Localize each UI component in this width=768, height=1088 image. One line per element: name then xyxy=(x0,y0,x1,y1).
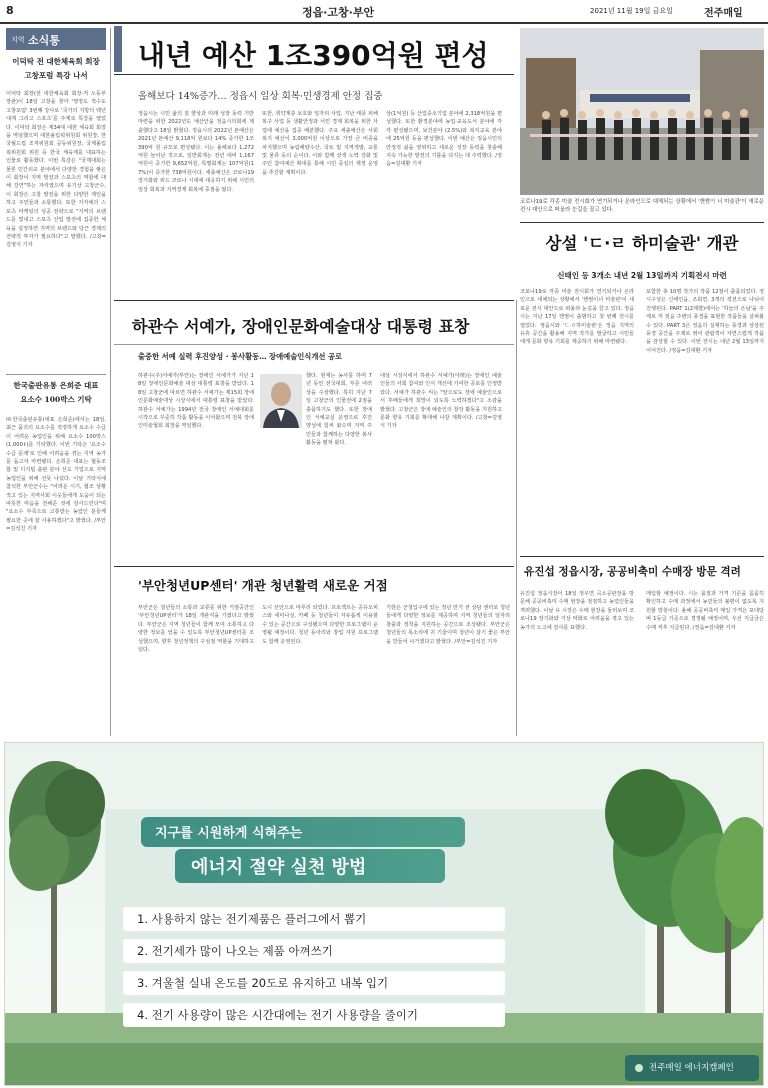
main-col1: 정읍시는 시민 삶의 질 향상과 미래 성장 동력 기반 마련을 위한 2022년도 예산안을 정읍시의회에 제출했다고 18일 밝혔다. 정읍시의 2022년 본예산은 2021년 본예산 9,118억 원보다 14% 증가한 1조 390억 원 규모로 편성됐다. 이는 올해보다 1,272억원 늘어난 것으로, 일반회계는 전년 대비 1,167억원이 증가한 9,652억원, 특별회계는 107억원(17%)이 증가한 738억원이다. 세출예산은 코로나19 장기화와 위드 코로나 시대에 대응하기 위해 시민의 일상 회복과 지역경제 회복에 중점을 뒀다. xyxy=(138,111,254,193)
main-col3: 상(1억원) 등 산업중소기업 분야에 2,318억원을 편성했다. 또한 환경분야에 농업·교육도서 분야에 각각 편성됐으며, 보건분야 (2.5%)와 복지교육 분야에 25억원 등을 편성했다. 이번 예산은 정읍시민의 안정적 삶을 영위하고 새로운 성장 동력을 창출해 지속 가능한 발전의 기틀을 다지는 데 주력했다. /정읍=김대환 기자 xyxy=(386,111,502,168)
gallery-headline: 상설 'ㄷ·ㄹ 하미술관' 개관 xyxy=(545,234,739,253)
main-headline: 내년 예산 1조390억원 편성 xyxy=(138,39,489,72)
main-subhead: 올해보다 14%증가… 정읍시 일상 회복·민생경제 안정 집중 xyxy=(138,91,383,102)
banner-label-small: 지역 xyxy=(11,36,25,44)
rice-headline: 유진섭 정읍시장, 공공비축미 수매장 방문 격려 xyxy=(524,566,741,578)
calligrapher-subhead: 출중한 서예 실력 후진양성 · 봉사활동… 장애예술인식개선 공로 xyxy=(138,352,343,361)
photo-caption: 코로나19로 각종 미술 전시회가 연기되거나 온라인으로 대체되는 상황에서 '핸썸이 너 미술관'이 새로운 전시 대안으로 떠올라 눈길을 끌고 있다. xyxy=(520,199,764,214)
headline-bar xyxy=(114,26,122,72)
issue-date: 2021년 11월 19일 금요일 xyxy=(590,7,673,15)
section-title: 정읍·고창·부안 xyxy=(302,6,375,19)
headline-rule xyxy=(114,74,514,75)
calligrapher-headline: 하관수 서예가, 장애인문화예술대상 대통령 표창 xyxy=(132,317,470,336)
rice-col1: 유진섭 정읍시장이 18일 정우면 곡소공판장을 방문해 공공비축미 수매 현장을 점검하고 농업인들을 격려했다. 이날 유 시장은 수매 현장을 둘러보며 코로나19 장기화와 기상 악화로 어려움을 겪고 있는 농가의 노고에 감사를 표했다. xyxy=(520,591,634,631)
gallery-subhead: 신태인 등 3개소 내년 2월 13일까지 기획전시 마련 xyxy=(557,271,727,280)
sidebar-banner xyxy=(6,28,106,50)
portrait-photo xyxy=(260,374,302,428)
sidebar xyxy=(6,28,106,736)
page-header xyxy=(0,0,768,24)
calligrapher-article xyxy=(114,300,514,562)
ceremony-photo xyxy=(520,28,764,195)
item1-body: 이덕탁 회장(전 대한체육회 회장·저 노동부 장관)이 18일 고창을 찾아 '행정도 적수도 고창포럼' 3번째 강사로 '국가의 지방의 백년대계 그리고 스포츠'를 주제로 특강을 열었다. 이덕탁 회장은 제34대 대한 체육회 회장을 역임했으며 대한올림픽위원회 위원장, 한국월드컵 조직위원회 공동위원장, 국제올림픽위원회 위원 등 한국 체육계를 대표하는 인물로 활동했다. 이번 특강은 "국제대회는 물론 민간외교 분야에서 다양한 경험을 쌓은 이 회장이 지역 발전과 스포츠의 역할에 대해 강연"하는 자리였으며 유기상 고창군수, 이 회장은 고창 발전을 위한 다양한 제언을 하고 주민들과 소통했다. 또한 지자체의 스포츠 마케팅의 성공 전략으로 "지역의 브랜드를 빛내고 스포츠 산업 발전에 집중한 체육을 설정하면 지역의 브랜드와 당근 경제의 전략적 투자가 필요하다"고 말했다. /고창=김영식 기자 xyxy=(6,91,106,249)
calligrapher-col2: 했다. 현재는 농사를 하며 7년 동안 전국대회, 부문 여러 상을 수상했다. 특히 지난 7일 고창군의 인물전에 2점을 출품하기도 했다. 또한 장애인 서예교실 운영으로 후진 양성에 힘써 왔으며 지역 주민들과 함께하는 다양한 봉사활동을 펼쳐 왔다. xyxy=(306,373,372,447)
subhead-rule xyxy=(114,344,514,345)
youth-col3: 기한은 군청입구에 있는 정년 만기 전 상담 센터로 청년들에게 다양한 정보를 제공하며 지역 청년들의 일자리 창출과 정착을 지원하는 공간으로 조성됐다. 부안군은 청년들의 목소리에 귀 기울이며 청년이 살기 좋은 부안을 만들어 나가겠다고 밝혔다. /부안=김석진 기자 xyxy=(386,605,510,645)
ad-item-1: 1. 사용하지 않는 전기제품은 플러그에서 뽑기 xyxy=(123,907,505,931)
sidebar-divider xyxy=(6,374,106,375)
youth-col1: 부안군은 청년들의 소통과 교류를 위한 거점공간인 '부안청년UP센터'가 18일 개관식을 가졌다고 밝혔다. 부안군은 지역 청년들이 함께 모여 소통하고 다양한 정보를 얻을 수 있도록 부안청년UP센터를 조성했으며, 향후 청년정책의 구심점 역할을 기대하고 있다. xyxy=(138,605,254,654)
item2-title: 한국출판유통 은희준 대표 xyxy=(13,381,99,390)
item1-subtitle: 고창포럼 특강 나서 xyxy=(24,71,88,80)
page-number: 8 xyxy=(6,4,14,17)
ad-item-2: 2. 전기세가 많이 나오는 제품 아껴쓰기 xyxy=(123,939,505,963)
main-article xyxy=(114,26,514,296)
ad-footer: 전주매일 에너지캠페인 xyxy=(649,1063,734,1073)
gallery-article xyxy=(520,222,764,552)
youth-headline: '부안청년UP센터' 개관 청년활력 새로운 거점 xyxy=(138,578,388,593)
calligrapher-col3: 대상 시상식에서 하관수 서예가(아래)는 장애인 예술인들의 사회 참여와 인식 개선에 기여한 공로를 인정받았다. 서예가 하관수 씨는 "앞으로도 장애 예술인으로서 후배들에게 희망이 되도록 노력하겠다"고 소감을 밝혔다. 고창군은 장애 예술인의 창작 활동을 지원하고 문화 향유 기회를 확대해 나갈 계획이다. /고창=김영식 기자 xyxy=(380,373,502,430)
article-rule xyxy=(114,566,514,567)
article-rule xyxy=(520,556,764,557)
item2-subtitle: 요소수 100박스 기탁 xyxy=(20,395,92,404)
gallery-col2: 포함한 총 10명 작가의 작품 12점이 출품되었다. 정시구성은 신태인읍, 조회면, 3개의 섹션으로 나뉘어 진행된다. PART 1(2제향)에서는 '하늘의 은남'을 주제로 저 정읍 주변의 풍경을 표현한 작품들을 살펴볼 수 있다. PART 3은 정읍의 실재하는 풍경과 상상된 풍경 공간을 주제로 엮어 관람객이 자연스럽게 작품을 감상할 수 있다. 이번 전시는 내년 2월 13일까지 이어진다. /정읍=김대환 기자 xyxy=(646,289,764,354)
rice-col2: 매입할 예정이다. 시는 품질과 가격 기준을 꼼꼼히 확인하고 수매 과정에서 농민들의 불편이 없도록 지원할 방침이다. 올해 공공비축미 매입 가격은 포대당 벼 1등급 기준으로 결정될 예정이며, 우선 지급금은 수매 직후 지급된다. /정읍=김대환 기자 xyxy=(646,591,764,631)
article-rule xyxy=(520,222,764,223)
gallery-col1: 코로나19로 각종 미술 전시회가 연기되거나 온라인으로 대체되는 상황에서 '핸썸이너 미술관'이 새로운 전시 대안으로 떠올라 눈길을 끌고 있다. 정읍시는 지난 17일 핸썸이 출범하고 첫 번째 전시를 열었다. 정읍시와 'ㄷ·ㄹ하미술관'은 정읍 지역의 유휴 공간을 활용해 지역 작가를 발굴하고 시민들에게 문화 향유 기회를 제공하기 위해 마련됐다. xyxy=(520,289,634,346)
article-rule xyxy=(114,300,514,301)
rice-purchase-article xyxy=(520,556,764,736)
item1-title: 이덕탁 전 대한체육회 회장 xyxy=(12,57,100,66)
ad-title-large: 에너지 절약 실천 방법 xyxy=(191,857,367,878)
item2-body: ㈜한국출판유통(대표 은희준)에서는 18일, 최근 품귀의 요소수를 적정하게 요소수 수급이 어려운 농업인을 위해 요소수 100박스(1,000ℓ)를 기탁했다. 이번 기탁은 '요소수 수급 문제'로 인해 어려움을 겪는 지역 농가를 돕고자 마련됐다. 은희준 대표는 협동조합 및 디지털 출판 분야 선도 기업으로 지역 농업인을 위해 선뜻 나섰다. 이날 기탁식에 참석한 부안군수는 "어려운 시기, 협조 상황 적고 있는 지역사회 이웃들에게 도움이 되는 따뜻한 마음을 전해준 것에 감사드린다"며 "요소수 부족으로 고통받는 농업인 분들께 필요한 곳에 잘 사용하겠다"고 밝혔다. /부안=김석진 기자 xyxy=(6,417,106,533)
ad-item-4: 4. 전기 사용량이 많은 시간대에는 전기 사용량을 줄이기 xyxy=(123,1003,505,1027)
youth-article xyxy=(114,566,514,732)
paper-name: 전주매일 xyxy=(704,8,743,19)
energy-campaign-ad xyxy=(4,742,764,1086)
banner-label-large: 소식통 xyxy=(28,34,60,47)
ad-title-small: 지구를 시원하게 식혀주는 xyxy=(155,826,303,841)
calligrapher-col1: 하관수(주)서예가(부안)는 장애인 서예가가 지난 18일 장애인문화예술 대상 대통령 표창을 받았다. 18일 고창군에 따르면 하관수 서예가는 제15회 장애인문화예술대상 시상식에서 대통령 표창을 받았다. 하관수 서예가는 1994년 전국 장애인 서예대회를 시작으로 꾸준히 작품 활동을 이어왔으며 전북 장애인미술협회 회장을 역임했다. xyxy=(138,373,254,430)
main-col2: 또한, 취약계층 보호와 일자리 사업, 지난 태풍 피해 복구 사업 등 생활안정과 서민 경제 회복을 위한 사업에 예산을 집중 배분했다. 주요 세출예산은 사회복지 예산이 3,000억원 이상으로 가장 큰 비중을 차지했으며 농림해양수산, 국토 및 지역개발, 교통 및 물류 등의 순이다. 이와 함께 상생 노력 강화 및 주민 참여예산 확대를 통해 시민 중심의 재정 운영을 추진할 계획이다. xyxy=(262,111,378,176)
column-divider xyxy=(110,28,111,736)
column-divider xyxy=(516,300,517,736)
ad-item-3: 3. 겨울철 실내 온도를 20도로 유지하고 내복 입기 xyxy=(123,971,505,995)
youth-col2: 도시 선언으로 마루리 되었다. 프로젝트는 공유오피스와 세미나실, 카페 등 청년들이 자유롭게 이용할 수 있는 공간으로 구성됐으며 다양한 프로그램이 운영될 예정이다. 청년 동아리와 창업 지원 프로그램도 함께 운영된다. xyxy=(262,605,378,645)
